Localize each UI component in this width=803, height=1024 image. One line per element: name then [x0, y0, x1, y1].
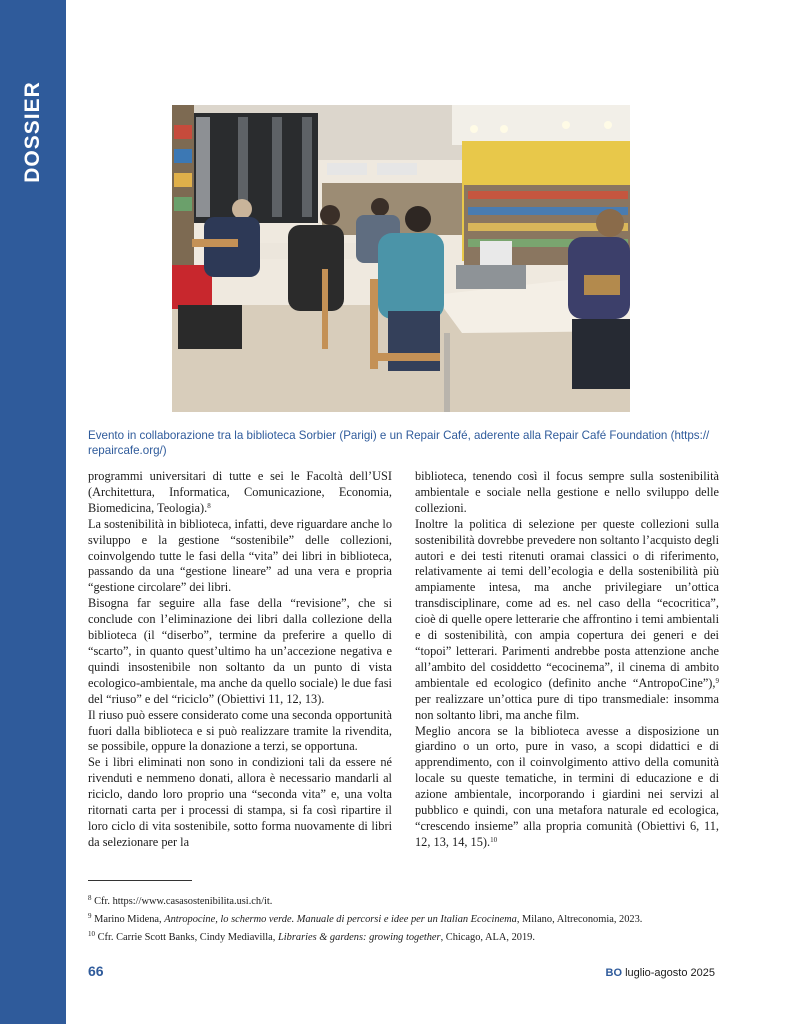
article-column-left — [88, 469, 392, 851]
footnote-ref: 10 — [490, 835, 498, 844]
footnote-ref: 9 — [715, 676, 719, 685]
article-column-right — [415, 469, 719, 851]
footnote: $^9$ Marino Midena, Antropocine, lo schermo verde. Manuale di percorsi e idee per un Italian Ecocinema, Milano, Altreconomia, 2023. — [88, 912, 643, 925]
paragraph: programmi universitari di tutte e sei le Facoltà dell’USI (Architettura, Informatica, Comunicazione, Economia, Biomedicina, Teologia).$^8$ — [88, 469, 392, 515]
page-number: 66 — [88, 963, 104, 979]
footnote-separator — [88, 880, 192, 881]
paragraph: La sostenibilità in biblioteca, infatti, deve riguardare anche lo sviluppo e la gestione “sostenibile” delle collezioni, coinvolgendo tutte le fasi della “vita” dei libri in biblioteca, passando da una “gestione lineare” ad una vera e propria “gestione circolare” dei libri. — [88, 516, 392, 595]
paragraph: Il riuso può essere considerato come una seconda opportunità fuori dalla biblioteca e si può realizzare tramite la rivendita, se possibile, oppure la donazione a terzi, se opportuna. — [88, 707, 392, 754]
paragraph: Inoltre la politica di selezione per queste collezioni sulla sostenibilità dovrebbe prevedere non soltanto l’acquisto degli autori e dei testi ritenuti oramai classici o di riferimento, relativamente ai temi dell’ecologia e della sostenibilità più ampiamente intesa, ma anche privilegiare un’ottica transdisciplinare, come ad es. nel caso della “ecocritica”, cioè di quelle opere letterarie che affrontino i temi ambientali e di sostenibilità, con ampia copertura dei generi e dei “topoi” letterari. Parimenti andrebbe posta attenzione anche all’ambito del cosiddetto “ecocinema”, il cinema di ambito ambientale ed ecologico (definito anche “AntropoCine”),$^9$ per realizzare un’ottica pure di tipo transmediale: insomma non soltanto libri, ma anche film. — [415, 516, 719, 722]
section-label-container — [20, 78, 46, 186]
section-label: DOSSIER — [21, 81, 44, 183]
paragraph: biblioteca, tenendo così il focus sempre sulla sostenibilità ambientale e sociale nella gestione e nello sviluppo delle collezioni. — [415, 469, 719, 515]
footnote: $^8$ Cfr. https://www.casasostenibilita.usi.ch/it. — [88, 894, 273, 907]
footnotes — [88, 893, 738, 947]
section-sidebar — [0, 0, 66, 1024]
article-photo — [172, 105, 630, 412]
paragraph: Se i libri eliminati non sono in condizioni tali da essere né rivenduti e nemmeno donati, allora è necessario mandarli al riciclo, dando loro proprio una “seconda vita” e, una volta ritornati carta per i processi di stampa, si fa così ripartire il loro ciclo di vita sostenibile, sotto forma nuovamente di libri da selezionare per la — [88, 755, 392, 849]
footnote-ref: 8 — [207, 501, 211, 510]
paragraph: Meglio ancora se la biblioteca avesse a disposizione un giardino o un orto, pure in vaso, a scopi didattici e di apprendimento, con il coinvolgimento attivo della comunità locale su queste tematiche, in termini di educazione e di azione ambientale, incorporando i giardini nei servizi al pubblico e quindi, con una metafora naturale ed ecologica, “crescendo insieme” alla propria comunità (Obiettivi 6, 11, 12, 13, 14, 15).$^{10}$ — [415, 723, 719, 849]
footnote: $^{10}$ Cfr. Carrie Scott Banks, Cindy Mediavilla, Libraries & gardens: growing together, Chicago, ALA, 2019. — [88, 930, 535, 943]
paragraph: Bisogna far seguire alla fase della “revisione”, che si conclude con l’eliminazione dei libri dalla collezione della biblioteca (il “diserbo”, termine da preferire a quello di “scarto”, in quanto quest’ultimo ha un’accezione negativa e quindi insostenibile non soltanto da un punto di vista ecologico-ambientale, ma anche da quello sociale) le due fasi del “riuso” e del “riciclo” (Obiettivi 11, 12, 13). — [88, 596, 392, 706]
issue-date: luglio-agosto 2025 — [622, 967, 715, 979]
photo-illustration — [172, 105, 630, 412]
running-footer — [606, 967, 715, 979]
photo-caption: Evento in collaborazione tra la biblioteca Sorbier (Parigi) e un Repair Café, aderente alla Repair Café Foundation (https:// repaircafe.org/) — [88, 429, 710, 457]
magazine-name: BO — [605, 967, 623, 979]
